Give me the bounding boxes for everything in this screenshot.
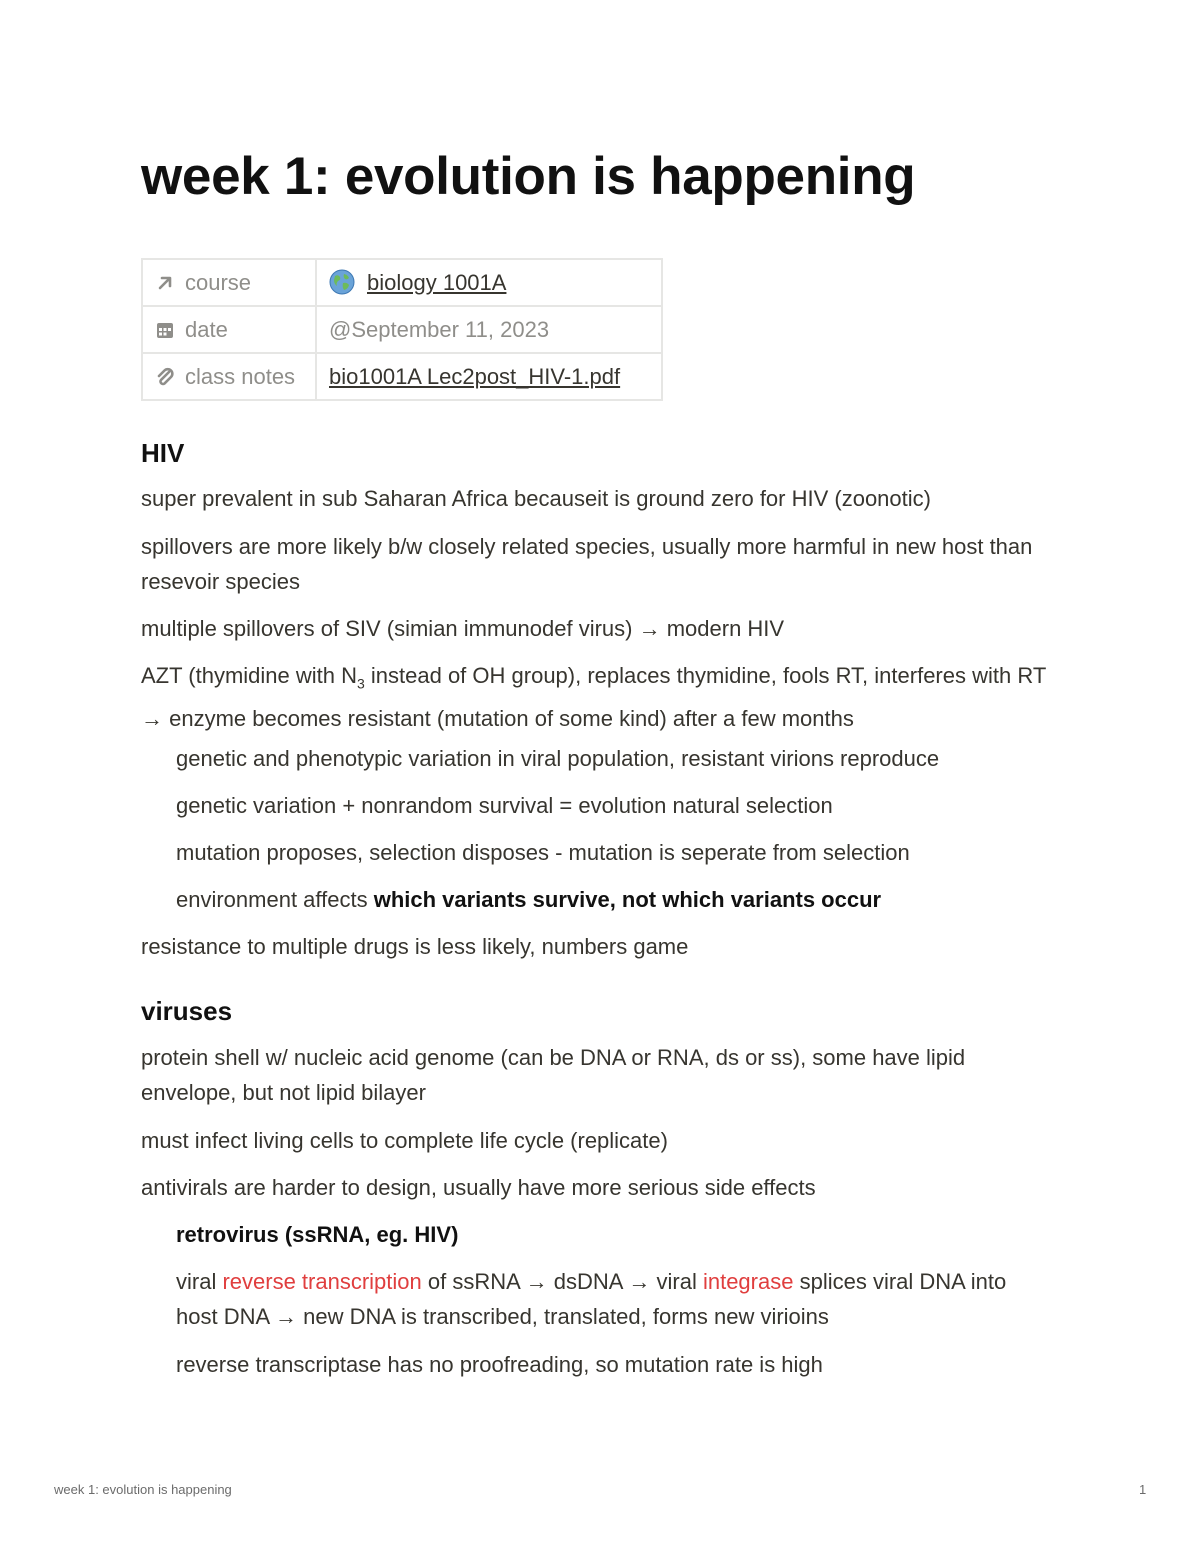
text-run: AZT (thymidine with N [141, 663, 357, 688]
property-key [142, 353, 316, 400]
indented-bold-paragraph: retrovirus (ssRNA, eg. HIV) [176, 1222, 459, 1247]
property-row-course [142, 259, 662, 306]
property-row-class-notes [142, 353, 662, 400]
red-text: reverse transcription [222, 1269, 422, 1294]
indented-paragraph: mutation proposes, selection disposes - mutation is seperate from selection [176, 840, 910, 865]
course-link[interactable]: biology 1001A [367, 270, 507, 295]
paragraph: resistance to multiple drugs is less likely, numbers game [141, 934, 689, 959]
indented-paragraph: genetic and phenotypic variation in viral population, resistant virions reproduce [176, 746, 940, 771]
property-key [142, 259, 316, 306]
indented-paragraph: genetic variation + nonrandom survival = evolution natural selection [176, 793, 833, 818]
paragraph: spillovers are more likely b/w closely related species, usually more harmful in new host than resevoir species [141, 534, 1033, 594]
indented-paragraph [176, 1264, 1051, 1334]
properties-table [141, 258, 663, 401]
indented-paragraph: reverse transcriptase has no proofreading, so mutation rate is high [176, 1352, 823, 1377]
date-value[interactable]: @September 11, 2023 [316, 306, 662, 353]
globe-icon [329, 269, 355, 295]
footer-page-number: 1 [1139, 1482, 1147, 1497]
paragraph: antivirals are harder to design, usually have more serious side effects [141, 1175, 816, 1200]
text-run: environment affects [176, 887, 374, 912]
text-run: splices viral DNA into host DNA → new DNA is transcribed, translated, forms new virioins [176, 1269, 1007, 1329]
calendar-icon [155, 320, 175, 340]
text-run: of ssRNA → dsDNA → viral [421, 1269, 703, 1294]
paragraph: super prevalent in sub Saharan Africa becauseit is ground zero for HIV (zoonotic) [141, 486, 931, 511]
property-value[interactable] [316, 259, 662, 306]
footer-title: week 1: evolution is happening [54, 1482, 232, 1497]
paragraph: must infect living cells to complete life cycle (replicate) [141, 1128, 668, 1153]
property-key [142, 306, 316, 353]
property-key-label: class notes [185, 363, 296, 389]
property-key-label: date [185, 316, 228, 342]
paragraph-azt [141, 658, 1051, 736]
paragraph: protein shell w/ nucleic acid genome (can be DNA or RNA, ds or ss), some have lipid envelope, but not lipid bilayer [141, 1045, 966, 1105]
property-value[interactable] [316, 353, 662, 400]
red-text: integrase [702, 1269, 794, 1294]
class-notes-file-link[interactable]: bio1001A Lec2post_HIV-1.pdf [329, 363, 621, 389]
indented-paragraph [176, 882, 1051, 917]
page-title: week 1: evolution is happening [141, 147, 916, 206]
text-run: instead of OH group), replaces thymidine, fools RT, interferes with RT → enzyme becomes resistant (mutation of some kind) after a few months [141, 663, 1046, 732]
arrow-up-right-icon [155, 273, 175, 293]
property-row-date [142, 306, 662, 353]
subscript: 3 [356, 675, 365, 692]
heading-hiv: HIV [141, 438, 185, 468]
bold-text: which variants survive, not which variants occur [373, 887, 882, 912]
heading-viruses: viruses [141, 996, 233, 1026]
text-run: viral [176, 1269, 223, 1294]
paragraph: multiple spillovers of SIV (simian immunodef virus) → modern HIV [141, 616, 785, 641]
property-key-label: course [185, 269, 252, 295]
paperclip-icon [155, 367, 175, 387]
